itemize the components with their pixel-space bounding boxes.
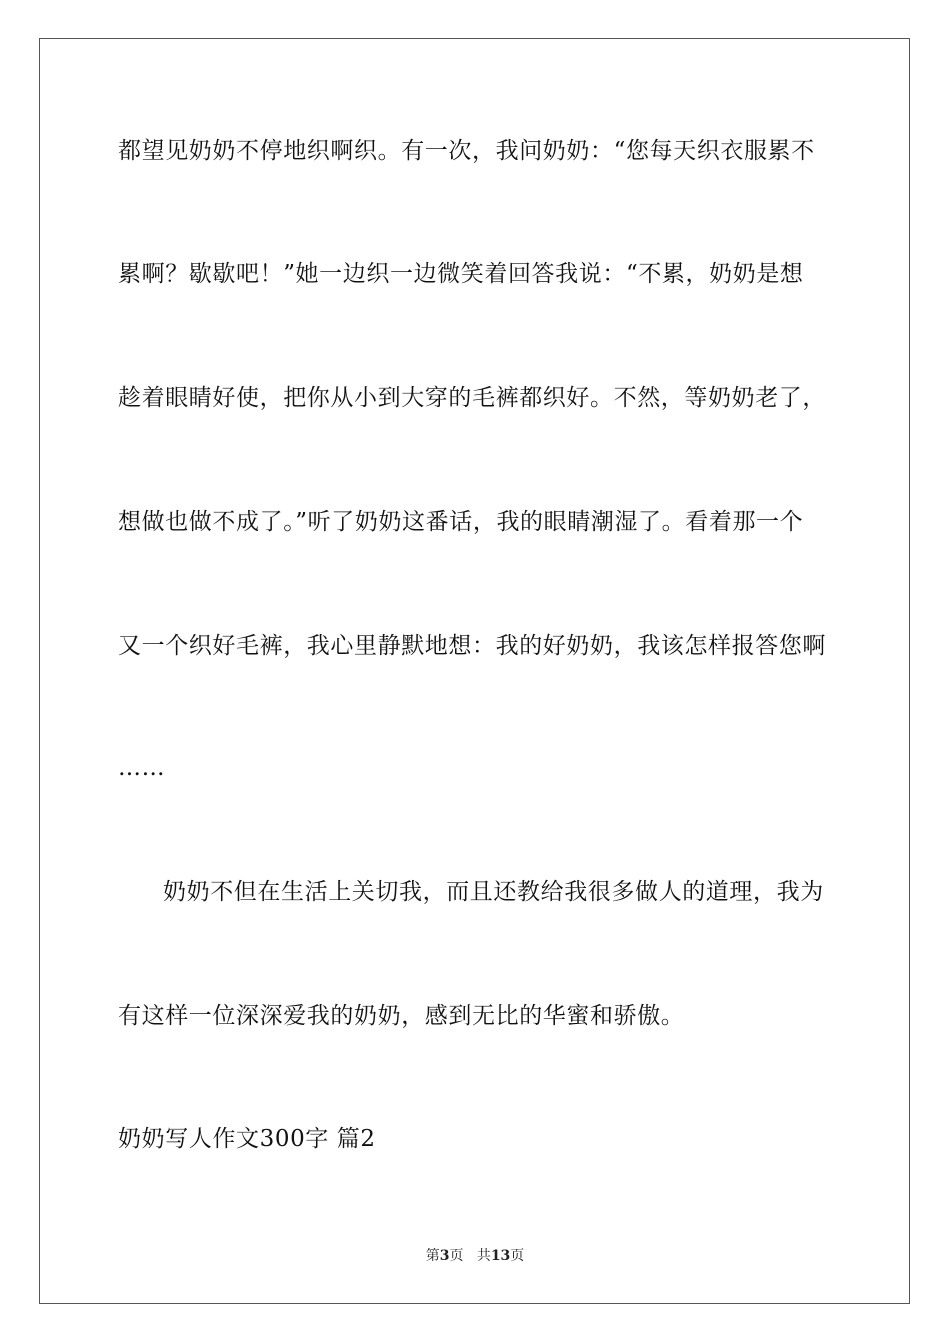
body-text-line: 有这样一位深深爱我的奶奶，感到无比的华蜜和骄傲。 (118, 1003, 685, 1029)
total-page-count: 13 (490, 1248, 511, 1264)
body-text-line: 又一个织好毛裤，我心里静默地想：我的好奶奶，我该怎样报答您啊 (118, 633, 826, 659)
total-prefix: 共 (476, 1248, 491, 1264)
body-text-line: 趁着眼睛好使，把你从小到大穿的毛裤都织好。不然，等奶奶老了， (118, 385, 826, 411)
body-text-line: …… (118, 755, 166, 781)
page-prefix: 第 (425, 1248, 440, 1264)
body-text-line: 累啊？歇歇吧！”她一边织一边微笑着回答我说：“不累，奶奶是想 (118, 261, 804, 287)
total-suffix: 页 (510, 1248, 525, 1264)
paragraph-first-line: 奶奶不但在生活上关切我，而且还教给我很多做人的道理，我为 (163, 879, 824, 905)
body-text-line: 都望见奶奶不停地织啊织。有一次，我问奶奶：“您每天织衣服累不 (118, 138, 815, 164)
page-border (39, 38, 910, 1304)
page-suffix: 页 (449, 1248, 464, 1264)
section-heading: 奶奶写人作文300字 篇2 (118, 1126, 376, 1152)
page-footer (0, 1247, 950, 1265)
current-page-number: 3 (439, 1248, 450, 1264)
body-text-line: 想做也做不成了。”听了奶奶这番话，我的眼睛潮湿了。看着那一个 (118, 509, 804, 535)
